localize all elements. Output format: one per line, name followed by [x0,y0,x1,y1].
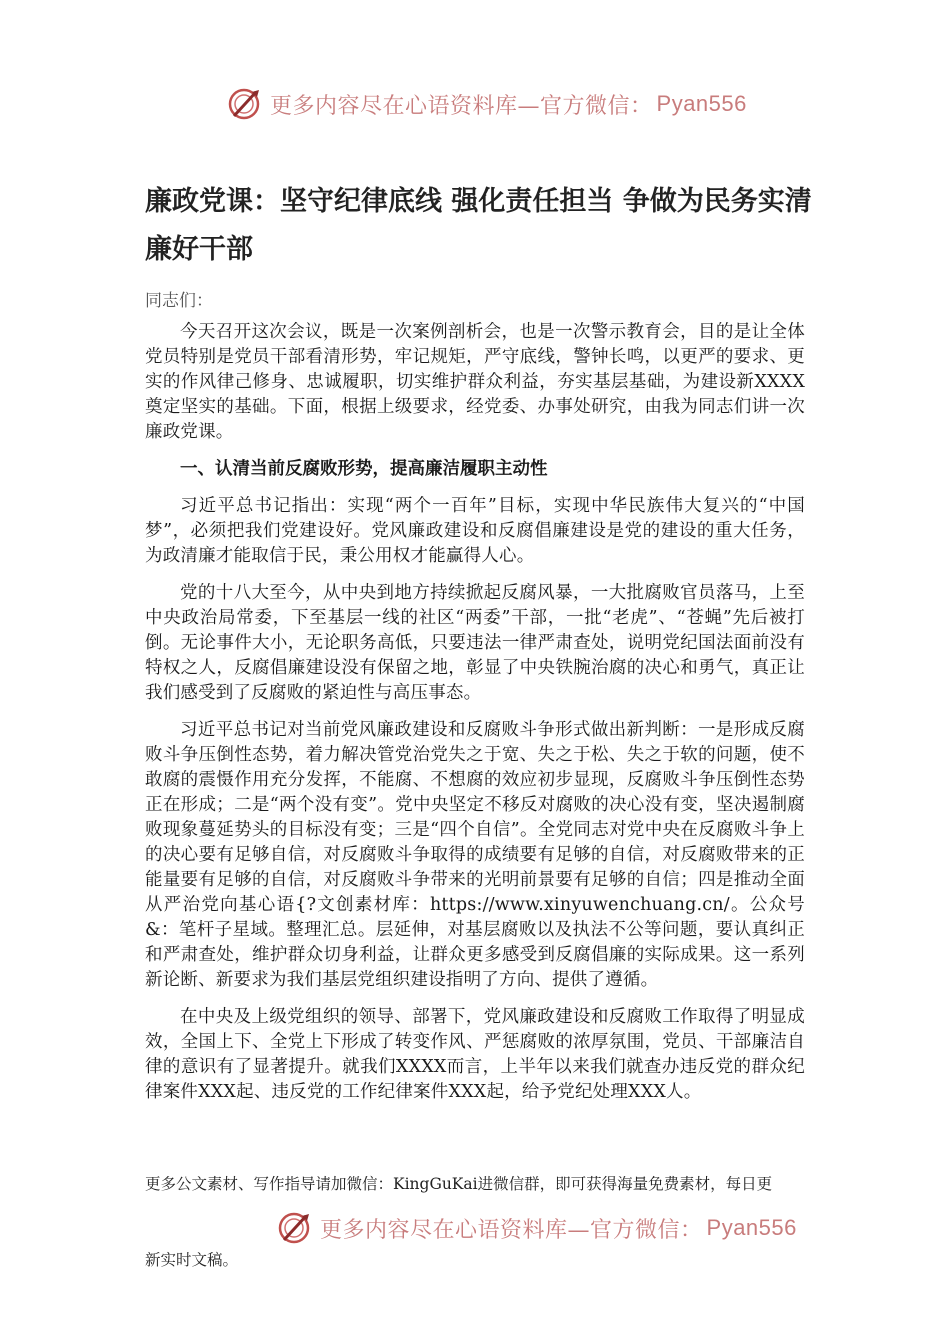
banner-text: 更多内容尽在心语资料库—官方微信： [320,1217,703,1243]
logo-icon [226,86,266,122]
salutation: 同志们： [145,291,213,311]
paragraph: 今天召开这次会议，既是一次案例剖析会，也是一次警示教育会，目的是让全体党员特别是党员干部看清形势，牢记规矩，严守底线，警钟长鸣，以更严的要求、更实的作风律己修身、忠诚履职，切实维护群众利益，夯实基层基础，为建设新XXXX奠定坚实的基础。下面，根据上级要求，经党委、办事处研究，由我为同志们讲一次廉政党课。 [145,322,805,442]
section-heading: 一、认清当前反腐败形势，提高廉洁履职主动性 [180,459,548,479]
banner-wechat-id: Pyan556 [656,91,747,116]
footer-promo-line-continued: 新实时文稿。 [145,1251,239,1269]
paragraph: 在中央及上级党组织的领导、部署下，党风廉政建设和反腐败工作取得了明显成效，全国上下、全党上下形成了转变作风、严惩腐败的浓厚氛围，党员、干部廉洁自律的意识有了显著提升。就我们XXXX而言，上半年以来我们就查办违反党的群众纪律案件XXX起、违反党的工作纪律案件XXX起，给予党纪处理XXX人。 [145,1007,805,1102]
paragraph: 习近平总书记指出：实现“两个一百年”目标，实现中华民族伟大复兴的“中国梦”，必须把我们党建设好。党风廉政建设和反腐倡廉建设是党的建设的重大任务，为政清廉才能取信于民，秉公用权才能赢得人心。 [145,496,805,566]
watermark-banner-bottom [276,1210,797,1246]
logo-icon [276,1210,316,1246]
document-title: 廉政党课：坚守纪律底线 强化责任担当 争做为民务实清廉好干部 [145,186,812,265]
banner-text: 更多内容尽在心语资料库—官方微信： [270,93,653,119]
footer-promo-line: 更多公文素材、写作指导请加微信：KingGuKai进微信群，即可获得海量免费素材，每日更 [145,1175,773,1193]
banner-wechat-id: Pyan556 [706,1215,797,1240]
document-body [145,320,805,1117]
paragraph: 习近平总书记对当前党风廉政建设和反腐败斗争形式做出新判断：一是形成反腐败斗争压倒性态势，着力解决管党治党失之于宽、失之于松、失之于软的问题，使不敢腐的震慑作用充分发挥，不能腐、不想腐的效应初步显现，反腐败斗争压倒性态势正在形成；二是“两个没有变”。党中央坚定不移反对腐败的决心没有变，坚决遏制腐败现象蔓延势头的目标没有变；三是“四个自信”。全党同志对党中央在反腐败斗争上的决心要有足够自信，对反腐败斗争取得的成绩要有足够的自信，对反腐败带来的正能量要有足够的自信，对反腐败斗争带来的光明前景要有足够的自信；四是推动全面从严治党向基心语{?文创素材库：https://www.xinyuwenchuang.cn/。公众号&：笔杆子星域。整理汇总。层延伸，对基层腐败以及执法不公等问题，要认真纠正和严肃查处，维护群众切身利益，让群众更多感受到反腐倡廉的实际成果。这一系列新论断、新要求为我们基层党组织建设指明了方向、提供了遵循。 [145,720,805,990]
paragraph: 党的十八大至今，从中央到地方持续掀起反腐风暴，一大批腐败官员落马，上至中央政治局常委，下至基层一线的社区“两委”干部，一批“老虎”、“苍蝇”先后被打倒。无论事件大小，无论职务高低，只要违法一律严肃查处，说明党纪国法面前没有特权之人，反腐倡廉建设没有保留之地，彰显了中央铁腕治腐的决心和勇气，真正让我们感受到了反腐败的紧迫性与高压事态。 [145,583,805,703]
watermark-banner-top [226,86,747,122]
